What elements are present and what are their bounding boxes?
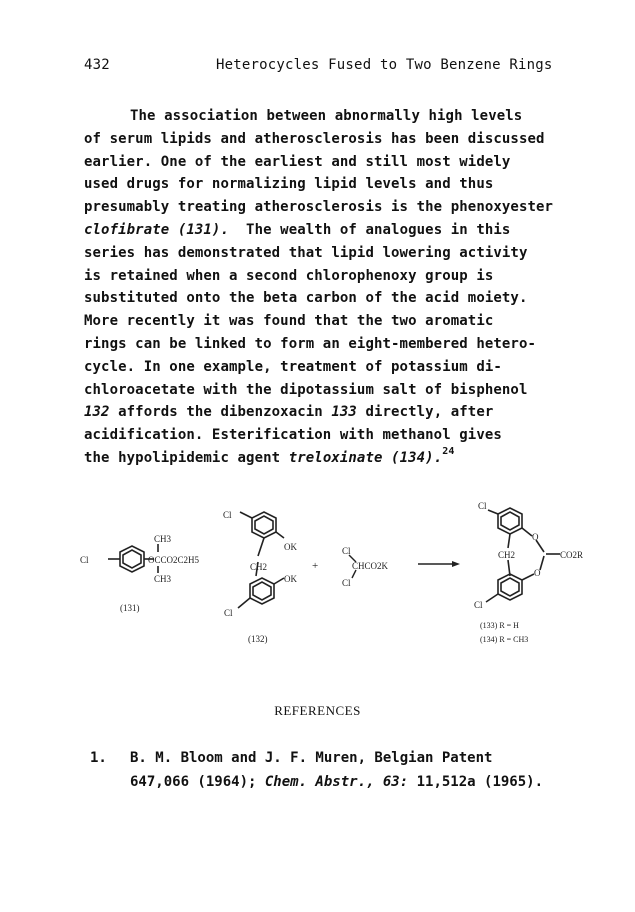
citation-superscript: 24	[442, 445, 455, 457]
plus-sign: +	[312, 560, 319, 572]
text-line: acidification. Esterification with methanol gives	[84, 427, 502, 444]
text-line: used drugs for normalizing lipid levels and thus	[84, 176, 494, 193]
reference-line	[90, 770, 543, 794]
reference-line: B. M. Bloom and J. F. Muren, Belgian Patent	[130, 750, 493, 766]
chlorine-label: Cl	[474, 600, 483, 610]
chlorine-label: Cl	[223, 510, 232, 520]
chlorine-label: Cl	[80, 555, 89, 565]
reference-item	[90, 746, 543, 794]
text-line	[84, 447, 604, 470]
text-line: cycle. In one example, treatment of potassium di-	[84, 358, 502, 375]
reference-number: 1.	[90, 750, 107, 766]
compound-label-134: (134) R = CH3	[480, 635, 529, 644]
text-line: is retained when a second chlorophenoxy group is	[84, 267, 494, 284]
text-line: rings can be linked to form an eight-membered hetero-	[84, 335, 537, 352]
compound-label-131: (131)	[120, 603, 140, 613]
reagent-label: CHCO2K	[352, 561, 389, 571]
methylene-label: CH2	[498, 550, 516, 560]
compound-ref-132: 132	[84, 404, 110, 421]
benzene-ring-inner	[253, 582, 271, 600]
chlorine-label: Cl	[342, 546, 351, 556]
text-span: directly, after	[356, 404, 494, 421]
ether-oxygen-label: O	[534, 568, 541, 578]
hydroxide-label: OK	[284, 542, 297, 552]
text-line: earlier. One of the earliest and still most widely	[84, 153, 511, 170]
methyl-label: CH3	[154, 534, 172, 544]
text-span: 647,066 (1964);	[130, 774, 265, 790]
text-line	[84, 401, 604, 424]
text-span: 11,512a (1965).	[408, 774, 544, 790]
drug-name-clofibrate: clofibrate (131).	[84, 221, 229, 238]
chlorine-label: Cl	[478, 501, 487, 511]
text-line: series has demonstrated that lipid lowering activity	[84, 244, 528, 261]
hydroxide-label: OK	[284, 574, 297, 584]
reaction-scheme	[70, 500, 610, 660]
chlorine-label: Cl	[224, 608, 233, 618]
page-number: 432	[84, 57, 110, 73]
benzene-ring-inner	[123, 550, 141, 568]
benzene-ring-inner	[255, 516, 273, 534]
text-line: substituted onto the beta carbon of the acid moiety.	[84, 290, 528, 307]
benzene-ring-inner	[501, 512, 519, 530]
benzene-ring-inner	[501, 578, 519, 596]
text-line: The association between abnormally high levels	[130, 108, 523, 124]
text-line: of serum lipids and atherosclerosis has been discussed	[84, 130, 545, 147]
methyl-label: CH3	[154, 574, 172, 584]
text-line	[84, 219, 604, 242]
text-span: affords the dibenzoxacin	[109, 404, 332, 421]
ester-label: CO2R	[560, 550, 584, 560]
ether-oxygen-label: O	[532, 532, 539, 542]
chlorine-label: Cl	[342, 578, 351, 588]
compound-label-132: (132)	[248, 634, 268, 644]
journal-name: Chem. Abstr., 63:	[264, 774, 409, 790]
references-heading: REFERENCES	[274, 703, 361, 718]
compound-label-133: (133) R = H	[480, 621, 519, 630]
compound-ref-133: 133	[331, 404, 357, 421]
ester-label: OCCO2C2H5	[148, 555, 200, 565]
running-head: Heterocycles Fused to Two Benzene Rings	[216, 57, 553, 73]
compound-132	[238, 512, 284, 608]
text-line: presumably treating atherosclerosis is the phenoxyester	[84, 199, 554, 216]
text-span: the hypolipidemic agent	[84, 449, 289, 466]
reaction-arrow	[418, 561, 460, 567]
drug-name-treloxinate: treloxinate (134).	[288, 449, 443, 466]
text-line: More recently it was found that the two aromatic	[84, 313, 494, 330]
text-line: chloroacetate with the dipotassium salt of bisphenol	[84, 381, 528, 398]
text-span: The wealth of analogues in this	[229, 221, 511, 238]
body-paragraph	[84, 105, 604, 470]
methylene-label: CH2	[250, 562, 268, 572]
